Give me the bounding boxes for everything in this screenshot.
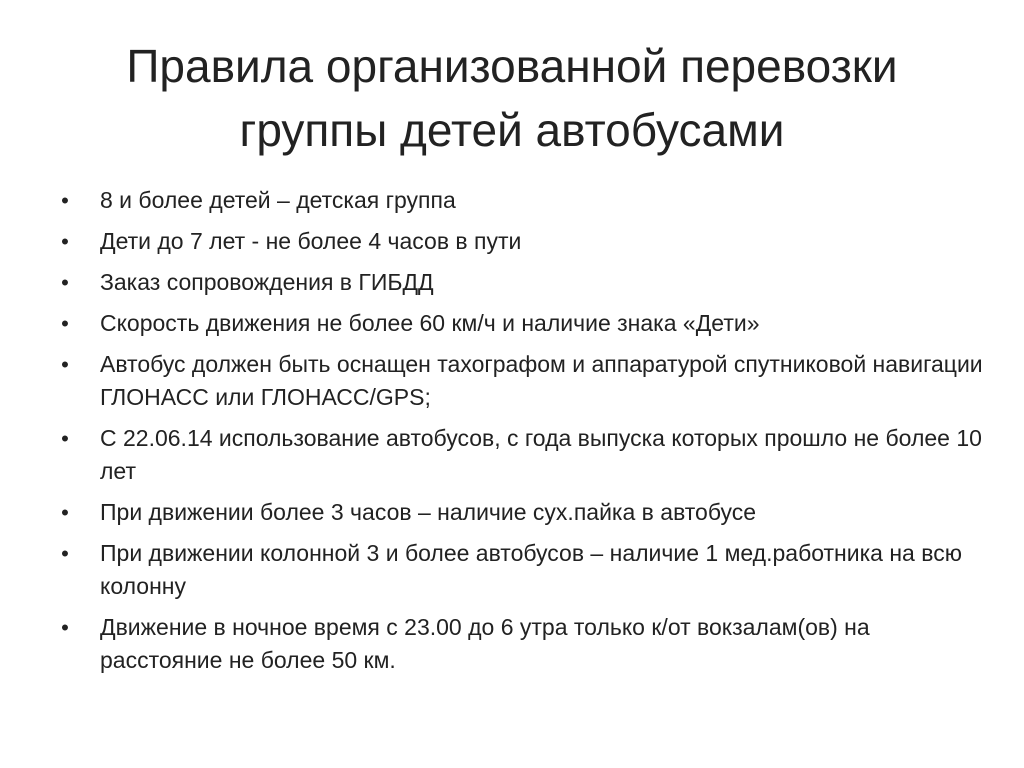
bullet-text: Дети до 7 лет - не более 4 часов в пути — [100, 228, 522, 254]
bullet-item-escort — [58, 266, 984, 299]
bullet-text: Заказ сопровождения в ГИБДД — [100, 269, 434, 295]
bullet-item-bus-age — [58, 422, 984, 488]
bullet-text: Движение в ночное время с 23.00 до 6 утра только к/от вокзалам(ов) на расстояние не более 50 км. — [100, 614, 870, 673]
bullet-text: 8 и более детей – детская группа — [100, 187, 456, 213]
bullet-item-food — [58, 496, 984, 529]
slide-title-line-1: Правила организованной перевозки — [126, 40, 898, 92]
bullet-item-speed — [58, 307, 984, 340]
bullet-icon: • — [61, 500, 69, 525]
bullet-list — [58, 184, 984, 685]
bullet-icon: • — [61, 426, 69, 451]
slide-title — [40, 34, 984, 162]
bullet-text: При движении колонной 3 и более автобусов – наличие 1 мед.работника на всю колонну — [100, 540, 962, 599]
bullet-icon: • — [61, 352, 69, 377]
bullet-text: С 22.06.14 использование автобусов, с года выпуска которых прошло не более 10 лет — [100, 425, 982, 484]
bullet-item-medic — [58, 537, 984, 603]
bullet-item-night — [58, 611, 984, 677]
bullet-item-children-group — [58, 184, 984, 217]
bullet-icon: • — [61, 229, 69, 254]
slide-title-line-2: группы детей автобусами — [239, 104, 785, 156]
bullet-icon: • — [61, 311, 69, 336]
bullet-icon: • — [61, 541, 69, 566]
bullet-item-under-7 — [58, 225, 984, 258]
bullet-icon: • — [61, 270, 69, 295]
bullet-text: Автобус должен быть оснащен тахографом и аппаратурой спутниковой навигации ГЛОНАСС или ГЛОНАСС/GPS; — [100, 351, 983, 410]
bullet-text: При движении более 3 часов – наличие сух.пайка в автобусе — [100, 499, 757, 525]
bullet-icon: • — [61, 615, 69, 640]
bullet-item-equipment — [58, 348, 984, 414]
bullet-text: Скорость движения не более 60 км/ч и наличие знака «Дети» — [100, 310, 760, 336]
bullet-icon: • — [61, 188, 69, 213]
